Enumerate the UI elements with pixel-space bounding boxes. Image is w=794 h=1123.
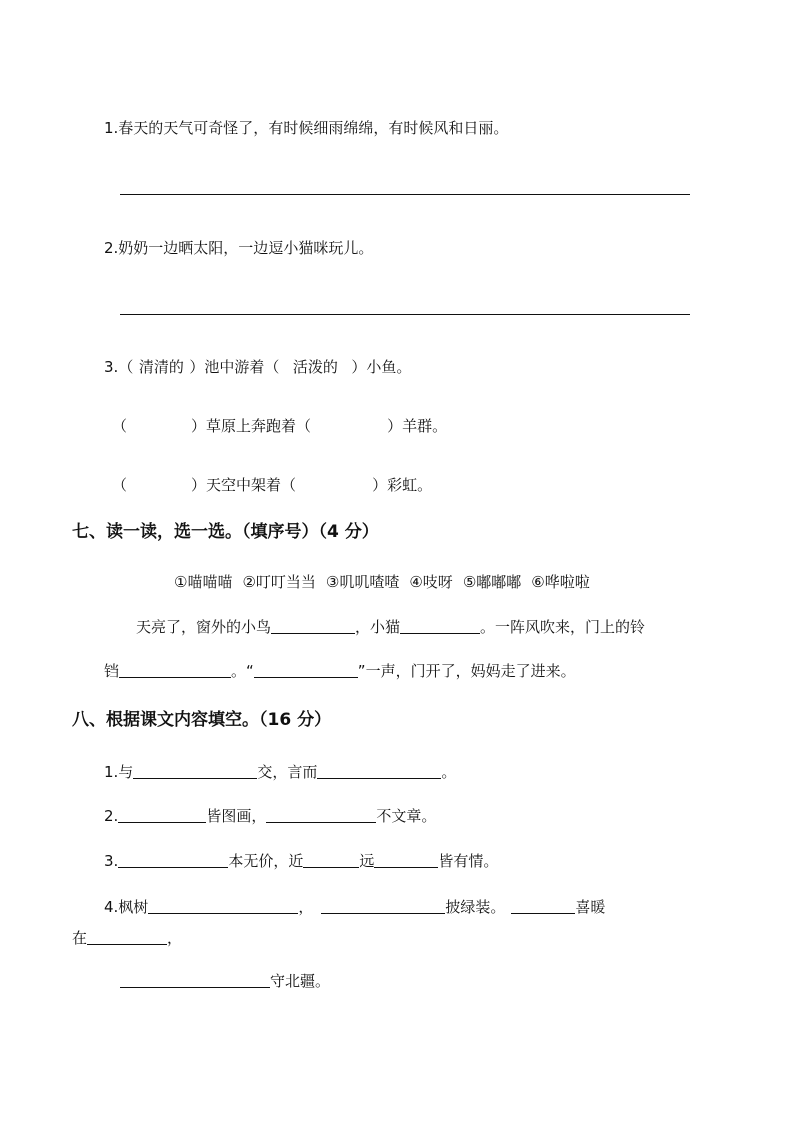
q8-text: 交，言而 [257,763,318,781]
q8-text: 1.与 [104,763,134,781]
q7-blank-1[interactable] [271,617,355,634]
paren-close: ） [189,358,205,376]
q8-text: 不文章。 [376,807,437,825]
paren-open: （ [118,358,134,376]
q7-text: 铛 [104,662,120,680]
q8-text: 喜暖 [575,898,606,916]
paren-close: ） [191,417,207,435]
q7-paragraph-line-2 [104,661,576,681]
q8-item-4-blank-3[interactable] [511,897,575,914]
q7-text: ，小猫 [355,618,401,636]
q7-text: 。一阵风吹来，门上的铃 [480,618,646,636]
q8-item-4-line-3 [120,971,330,991]
q6-item-2-answer-line[interactable] [120,314,690,315]
q8-text: 2. [104,807,119,825]
q8-heading: 八、根据课文内容填空。（16 分） [72,710,332,730]
q6-item-3-fill-1[interactable]: 清清的 [138,358,184,376]
q8-item-1-blank-2[interactable] [317,762,441,779]
paren-close: ） [351,358,367,376]
paren-open: （ [112,476,128,494]
paren-close: ） [372,476,388,494]
q6-item-3-row-3 [112,475,432,495]
q8-text: ， [167,929,183,947]
q6-item-3-mid-text: 池中游着 [204,358,265,376]
q8-text: 守北疆。 [270,972,331,990]
q8-item-1 [104,762,456,782]
paren-close: ） [191,476,207,494]
q8-text: ， [298,898,314,916]
q7-blank-3[interactable] [119,661,231,678]
q7-heading: 七、读一读，选一选。（填序号）（4 分） [72,522,379,542]
q8-item-3-blank-3[interactable] [374,851,438,868]
paren-close: ） [387,417,403,435]
q8-item-2-blank-1[interactable] [118,806,206,823]
q8-text: 4.枫树 [104,898,149,916]
q8-item-4-blank-4[interactable] [87,928,167,945]
q6-item-3-row-2 [112,416,447,436]
q8-item-3-blank-2[interactable] [303,851,359,868]
q8-text: 皆图画， [206,807,267,825]
q6-item-3-row-2-end-text: 羊群。 [402,417,448,435]
q8-item-1-blank-1[interactable] [133,762,257,779]
q8-item-4-line-1 [104,897,605,917]
q7-option-2: ②叮叮当当 [242,573,316,591]
q8-item-3-blank-1[interactable] [118,851,228,868]
q8-item-2-blank-2[interactable] [266,806,376,823]
paren-open: （ [264,358,280,376]
q8-text: 在 [72,929,88,947]
q7-text: ”一声，门开了，妈妈走了进来。 [357,662,576,680]
q8-item-2 [104,806,436,826]
q7-blank-4[interactable] [254,661,358,678]
q7-option-1: ①喵喵喵 [174,573,233,591]
q6-item-1-text: 1.春天的天气可奇怪了，有时候细雨绵绵，有时候风和日丽。 [104,119,509,137]
q8-item-4-blank-2[interactable] [321,897,445,914]
q8-text: 本无价，近 [228,852,304,870]
q8-text: 远 [359,852,375,870]
q6-item-3-row-2-mid-text: 草原上奔跑着 [206,417,297,435]
q7-paragraph-line-1 [136,617,645,637]
q8-item-4-line-2 [72,928,182,948]
q8-item-4-blank-5[interactable] [120,971,270,988]
q7-option-5: ⑤嘟嘟嘟 [462,573,522,591]
q6-item-3-end-text: 小鱼。 [366,358,412,376]
q8-item-3 [104,851,498,871]
q8-text: 。 [441,763,457,781]
q6-item-3-row-3-mid-text: 天空中架着 [206,476,282,494]
q6-item-2-text: 2.奶奶一边晒太阳，一边逗小猫咪玩儿。 [104,239,374,257]
q8-item-4-blank-1[interactable] [148,897,298,914]
q6-item-3-fill-2[interactable]: 活泼的 [292,358,338,376]
q8-text: 3. [104,852,119,870]
q6-item-1-answer-line[interactable] [120,194,690,195]
q7-option-6: ⑥哗啦啦 [531,573,590,591]
paren-open: （ [296,417,312,435]
q6-item-3-number: 3. [104,358,119,376]
q7-text: 。“ [231,662,254,680]
q8-text: 披绿装。 [445,898,506,916]
q7-text: 天亮了，窗外的小鸟 [136,618,272,636]
q8-text: 皆有情。 [438,852,499,870]
q7-option-3: ③叽叽喳喳 [325,573,400,591]
q7-blank-2[interactable] [400,617,480,634]
paren-open: （ [281,476,297,494]
q6-item-3-row-3-end-text: 彩虹。 [387,476,433,494]
paren-open: （ [112,417,128,435]
q7-option-4: ④吱呀 [409,573,453,591]
q6-item-3-row-1 [104,357,411,377]
q7-options [174,572,590,592]
